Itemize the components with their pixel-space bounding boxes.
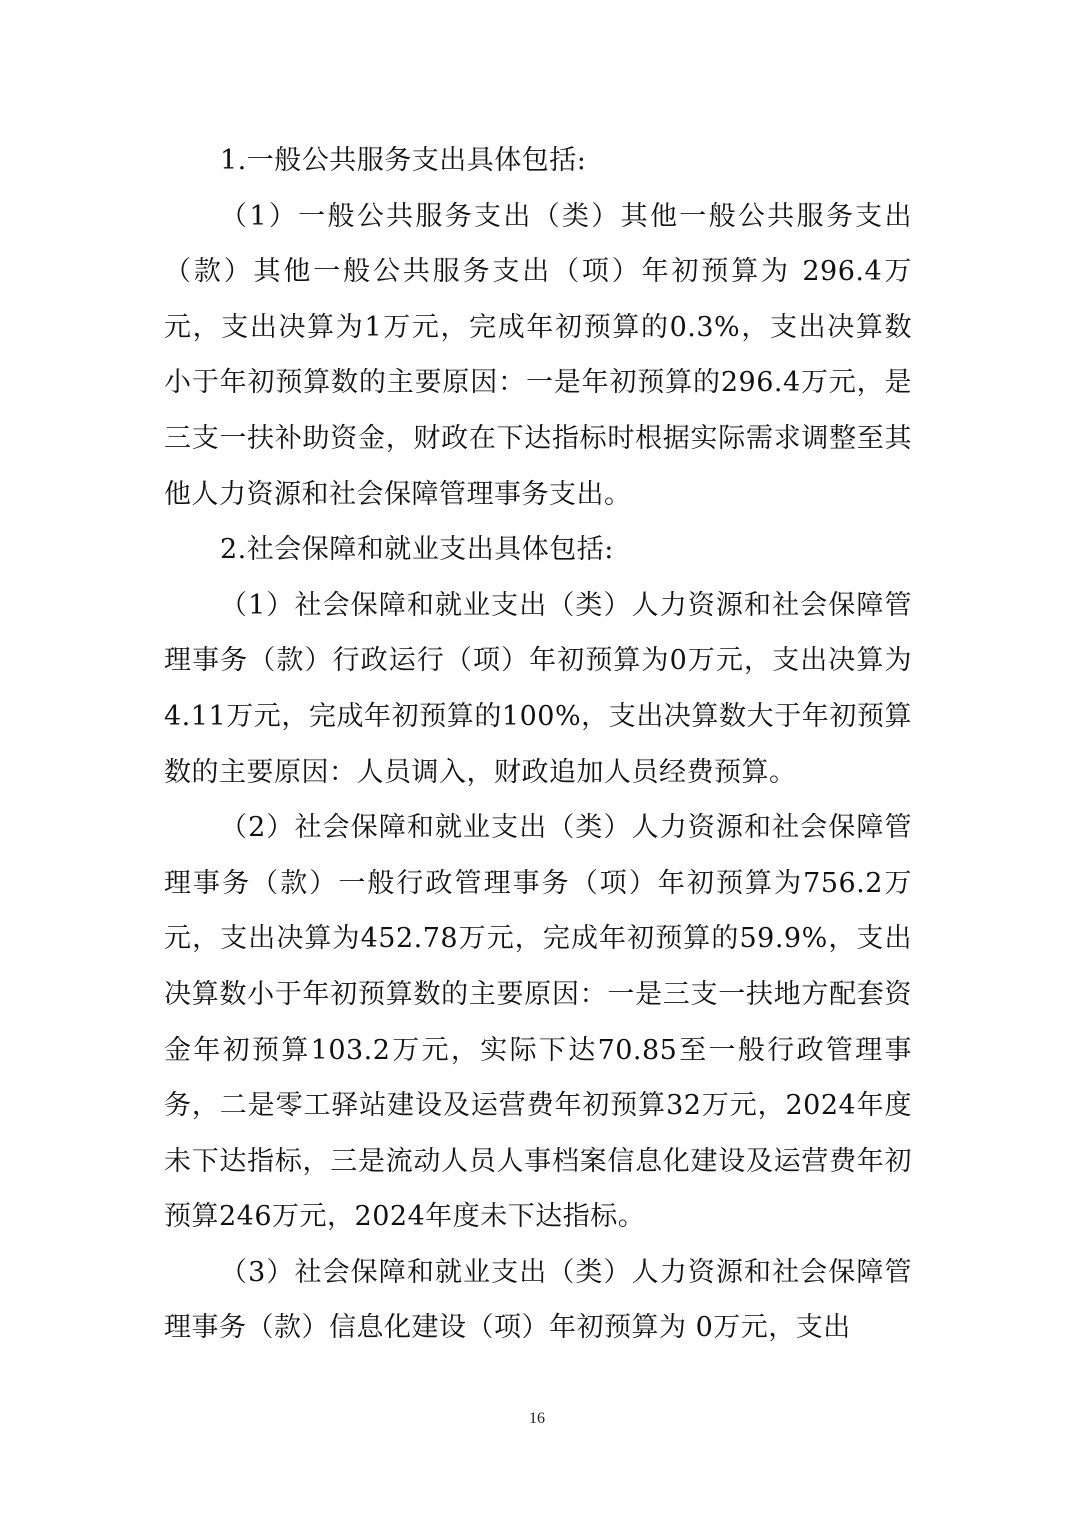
- section-heading-social-security-employment: 2.社会保障和就业支出具体包括:: [220, 534, 614, 566]
- paragraph-social-security-item-1: （1）社会保障和就业支出（类）人力资源和社会保障管理事务（款）行政运行（项）年初预算为0万元，支出决算为4.11万元，完成年初预算的100%，支出决算数大于年初预算数的主要原因：人员调入，财政追加人员经费预算。: [164, 589, 912, 788]
- section-heading-general-public-services: 1.一般公共服务支出具体包括:: [220, 145, 587, 176]
- document-body: [164, 133, 912, 1356]
- paragraph-general-public-services-item-1: （1）一般公共服务支出（类）其他一般公共服务支出（款）其他一般公共服务支出（项）年初预算为 296.4万元，支出决算为1万元，完成年初预算的0.3%，支出决算数小于年初预算数的主要原因：一是年初预算的296.4万元，是三支一扶补助资金，财政在下达指标时根据实际需求调整至其他人力资源和社会保障管理事务支出。: [164, 200, 912, 510]
- page-number: 16: [529, 1410, 545, 1427]
- paragraph-social-security-item-3: （3）社会保障和就业支出（类）人力资源和社会保障管理事务（款）信息化建设（项）年初预算为 0万元，支出: [164, 1256, 912, 1344]
- paragraph-social-security-item-2: （2）社会保障和就业支出（类）人力资源和社会保障管理事务（款）一般行政管理事务（项）年初预算为756.2万元，支出决算为452.78万元，完成年初预算的59.9%，支出决算数小于年初预算数的主要原因：一是三支一扶地方配套资金年初预算103.2万元，实际下达70.85至一般行政管理事务，二是零工驿站建设及运营费年初预算32万元，2024年度未下达指标，三是流动人员人事档案信息化建设及运营费年初预算246万元，2024年度未下达指标。: [164, 812, 912, 1233]
